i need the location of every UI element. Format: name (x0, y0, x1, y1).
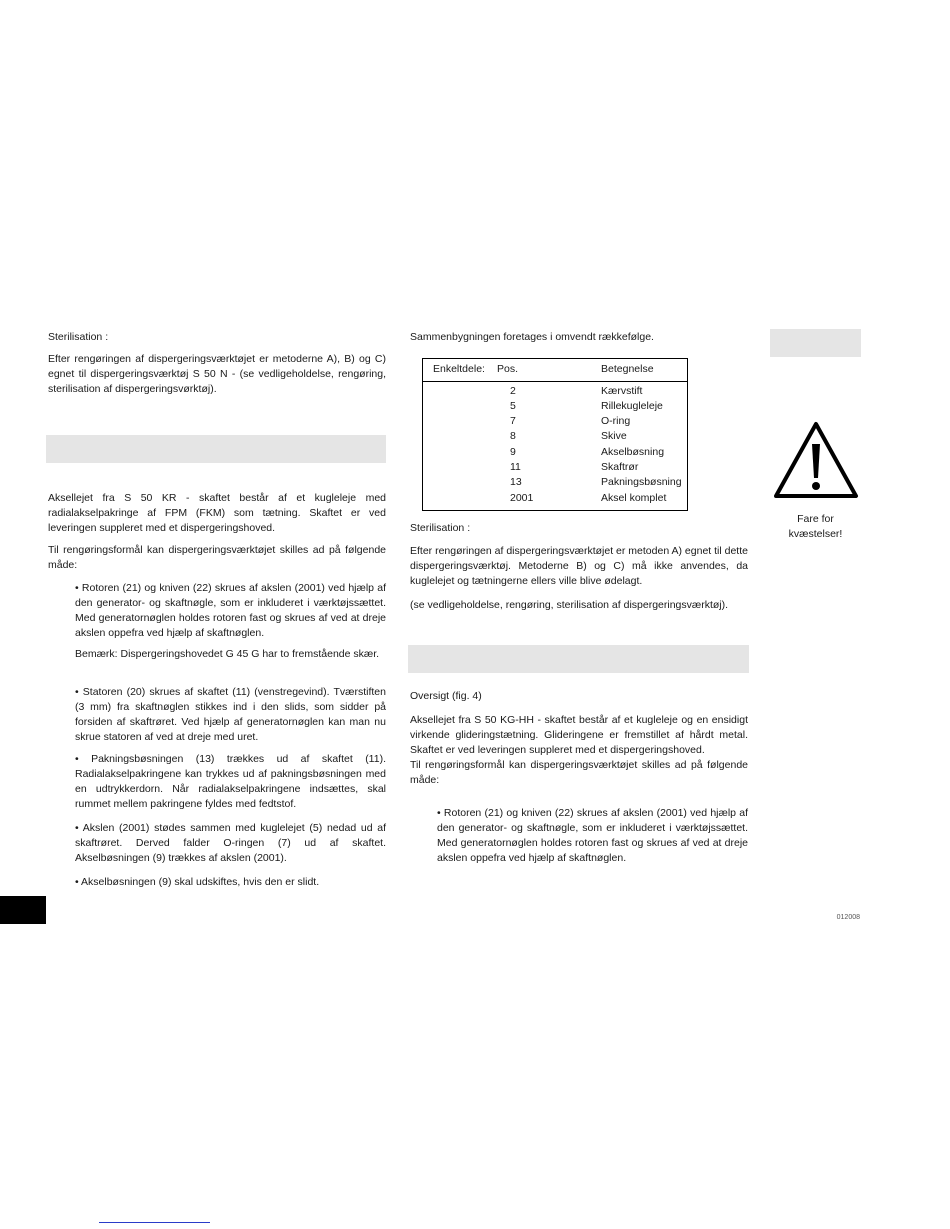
bullet-stator: • Statoren (20) skrues af skaftet (11) (venstregevind). Tværstiften (3 mm) fra skaftnøglen stikkes ind i den slids, som sidder på forsiden af skaftrøret. Ved hjælp af generatornøglen kan man nu skrue statoren af ved at dreje med uret. (75, 686, 386, 743)
table-cell-designation: Aksel komplet (601, 492, 667, 504)
table-cell-designation: Rillekugleleje (601, 400, 663, 412)
paragraph-shaft-s50kghh: Aksellejet fra S 50 KG-HH - skaftet består af et kugleleje og en ensidigt virkende glideringstætning. Glideringene er fremstillet af hårdt metal. Skaftet er ved leveringen suppleret med et dispergeringshoved. (410, 714, 748, 756)
table-cell-pos: 5 (510, 400, 516, 412)
table-cell-designation: Kærvstift (601, 385, 643, 397)
bullet-shaft: • Akslen (2001) stødes sammen med kuglelejet (5) nedad ud af skaftrøret. Derved falder O-ringen (7) ud af skaftet. Akselbøsningen (9) trækkes af akslen (2001). (75, 822, 386, 864)
reassembly-text: Sammenbygningen foretages i omvendt rækkefølge. (410, 331, 654, 343)
header-pos: Pos. (497, 363, 519, 375)
table-cell-pos: 2 (510, 385, 516, 397)
table-cell-designation: Skaftrør (601, 461, 639, 473)
warning-caption-line1: Fare for (797, 513, 834, 525)
warning-caption-line2: kvæstelser! (788, 528, 843, 540)
table-cell-pos: 2001 (510, 492, 534, 504)
bullet-packing-bushing: • Pakningsbøsningen (13) trækkes ud af skaftet (11). Radialakselpakringene kan trykkes ud af pakningsbøsningen med en udtrykkerdorn. Når radialakselpakringene indsættes, skal rummet mellem pakringene fyldes med fedtstof. (75, 753, 386, 810)
parts-table-header (423, 359, 687, 382)
sterilisation-heading-left: Sterilisation : (48, 331, 109, 343)
note-dispersing-head: Bemærk: Dispergeringshovedet G 45 G har to fremstående skær. (75, 648, 380, 660)
table-cell-pos: 11 (510, 461, 521, 473)
section-header-bar-middle (408, 645, 749, 673)
table-cell-designation: Akselbøsning (601, 446, 665, 458)
table-cell-designation: O-ring (601, 415, 631, 427)
table-cell-designation: Skive (601, 430, 627, 442)
warning-triangle-icon (772, 420, 860, 500)
see-reference-text: (se vedligeholdelse, rengøring, sterilisation af dispergeringsværktøj). (410, 599, 729, 611)
overview-figure-ref: Oversigt (fig. 4) (410, 690, 482, 702)
header-parts: Enkeltdele: (433, 363, 485, 375)
table-cell-pos: 9 (510, 446, 516, 458)
bullet-shaft-bushing: • Akselbøsningen (9) skal udskiftes, hvis den er slidt. (75, 876, 320, 888)
page-edge-tab (0, 896, 46, 924)
bullet-rotor-middle: • Rotoren (21) og kniven (22) skrues af akslen (2001) ved hjælp af den generator- og skaftnøgle, som er inkluderet i værktøjssættet. Med generatornøglen holdes rotoren fast og skrues af ved at dreje akslen oppefra ved hjælp af skaftnøglen. (437, 807, 748, 864)
document-code: 012008 (836, 914, 860, 921)
parts-table (422, 358, 688, 511)
bullet-rotor-left: • Rotoren (21) og kniven (22) skrues af akslen (2001) ved hjælp af den generator- og skaftnøgle, som er inkluderet i værktøjssættet. Med generatornøglen holdes rotoren fast og skrues af ved at dreje akslen oppefra ved hjælp af skaftnøglen. (75, 582, 386, 639)
footer-link-underline (99, 1222, 210, 1223)
table-cell-pos: 8 (510, 430, 516, 442)
header-designation: Betegnelse (601, 363, 654, 375)
section-header-bar-right (770, 329, 861, 357)
table-cell-pos: 7 (510, 415, 516, 427)
sterilisation-heading-middle: Sterilisation : (410, 522, 471, 534)
sterilisation-text-left: Efter rengøringen af dispergeringsværktøjet er metoderne A), B) og C) egnet til dispergeringsværktøj S 50 N - (se vedligeholdelse, rengøring, sterilisation af dispergeringsvørktøj). (48, 353, 386, 395)
sterilisation-text-middle: Efter rengøringen af dispergeringsværktøjet er metoden A) egnet til dette dispergeringsværktøj. Metoderne B) og C) må ikke anvendes, da kuglelejet og tætningerne ellers ville blive ødelagt. (410, 545, 748, 587)
section-header-bar-left (46, 435, 386, 463)
paragraph-disassembly-intro-middle: Til rengøringsformål kan dispergeringsværktøjet skilles ad på følgende måde: (410, 759, 748, 786)
table-cell-designation: Pakningsbøsning (601, 476, 682, 488)
paragraph-shaft-s50kr: Aksellejet fra S 50 KR - skaftet består af et kugleleje med radialakselpakringe af FPM (FKM) som tætning. Skaftet er ved leveringen suppleret med et dispergeringshoved. (48, 492, 386, 534)
table-cell-pos: 13 (510, 476, 522, 488)
paragraph-disassembly-intro-left: Til rengøringsformål kan dispergeringsværktøjet skilles ad på følgende måde: (48, 544, 386, 571)
